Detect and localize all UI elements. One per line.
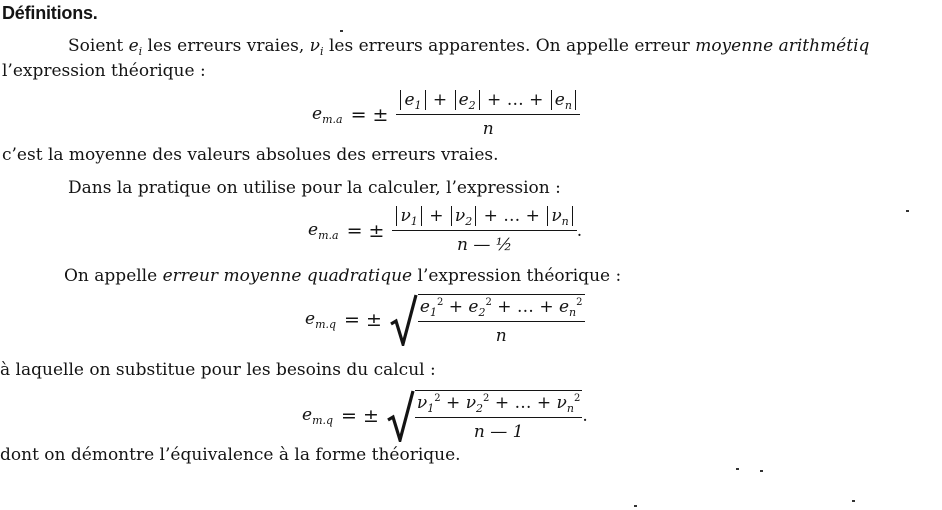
paragraph-1-line-1: [68, 36, 869, 62]
paragraph-2-line-1: Dans la pratique on utilise pour la calculer, l’expression :: [68, 178, 561, 198]
text-run: Soient: [68, 36, 129, 56]
eq-lhs: $e_{m.q}$: [305, 309, 337, 331]
paragraph-4-line-2: dont on démontre l’équivalence à la forme théorique.: [0, 445, 461, 465]
scan-speck: [634, 505, 637, 507]
eq-lhs: $e_{m.a}$: [308, 219, 339, 242]
text-run: les erreurs vraies,: [142, 36, 310, 56]
symbol-nu: ν: [309, 36, 321, 56]
numerator: $e_1^2 + e_2^2$ + … + $e_n^2$: [418, 297, 585, 322]
paragraph-1-line-2: l’expression théorique :: [2, 61, 206, 81]
denominator: n: [482, 119, 494, 139]
denominator: n — ½: [456, 235, 513, 255]
radical-sign-icon: [387, 390, 415, 442]
numerator: $\nu_1 + \nu_2$ + … + $\nu_n$: [392, 206, 576, 231]
scan-speck: [906, 210, 909, 212]
square-root: [390, 294, 585, 346]
period: .: [582, 406, 588, 426]
fraction: [396, 90, 579, 139]
eq-lhs: $e_{m.a}$: [312, 103, 343, 126]
equation-mean-arithmetic-theoretical: [312, 90, 580, 139]
paragraph-4-line-1: à laquelle on substitue pour les besoins du calcul :: [0, 360, 436, 380]
denominator: n — 1: [473, 422, 524, 442]
subscript-i: i: [320, 45, 324, 58]
term-quadratic-mean: erreur moyenne quadratique: [162, 266, 413, 286]
text-run: les erreurs apparentes. On appelle erreur: [323, 36, 696, 56]
fraction: [392, 206, 576, 255]
text-run: On appelle: [64, 266, 163, 286]
radical-sign-icon: [390, 294, 418, 346]
square-root: [387, 390, 582, 442]
numerator: $e_1 + e_2$ + … + $e_n$: [396, 90, 579, 115]
eq-operator: = ±: [350, 103, 389, 126]
scan-speck: [340, 30, 343, 32]
scan-speck: [852, 500, 855, 502]
section-heading: Définitions.: [2, 3, 98, 23]
scan-speck: [760, 470, 763, 472]
denominator: n: [495, 326, 507, 346]
text-run: l’expression théorique :: [412, 266, 622, 286]
scan-speck: [736, 468, 739, 470]
equation-mean-quadratic-practical: [302, 390, 588, 442]
fraction: [415, 393, 582, 442]
paragraph-1-line-3: c’est la moyenne des valeurs absolues des erreurs vraies.: [2, 145, 499, 165]
equation-mean-quadratic-theoretical: [305, 294, 585, 346]
eq-lhs: $e_{m.q}$: [302, 405, 334, 427]
eq-operator: = ±: [344, 309, 382, 331]
fraction: [418, 297, 585, 346]
subscript-i: i: [138, 45, 143, 58]
eq-operator: = ±: [341, 405, 379, 427]
paragraph-3-line-1: [64, 266, 621, 286]
numerator: $\nu_1^2 + \nu_2^2$ + … + $\nu_n^2$: [415, 393, 582, 418]
symbol-e: e: [128, 36, 139, 56]
equation-mean-arithmetic-practical: [308, 206, 582, 255]
period: .: [576, 220, 583, 241]
term-arithmetic-mean: moyenne arithmétiq: [695, 36, 870, 56]
eq-operator: = ±: [346, 219, 385, 242]
